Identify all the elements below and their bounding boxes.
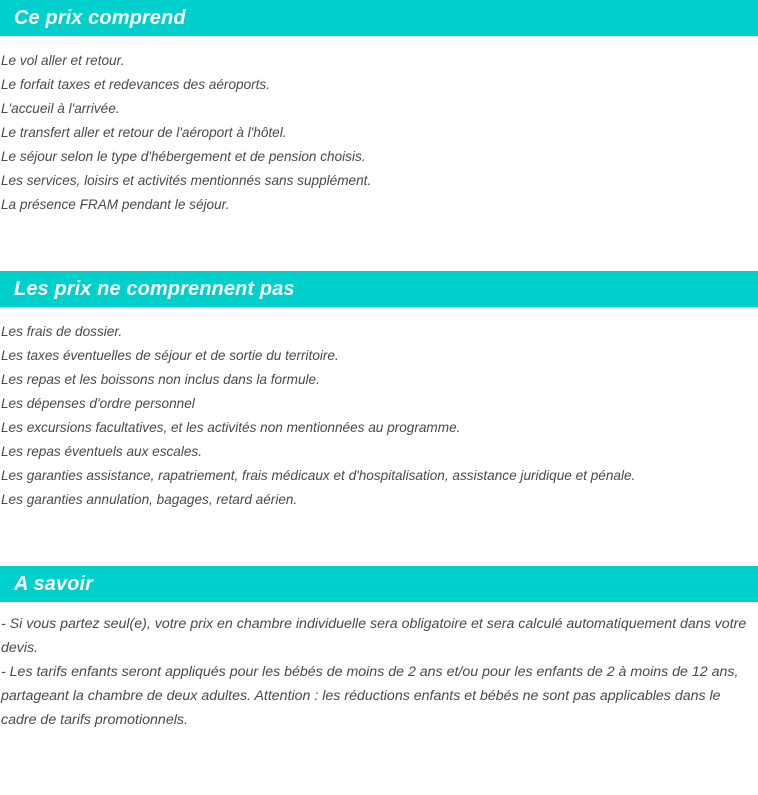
- list-item: Le vol aller et retour.: [1, 53, 125, 68]
- paragraph: - Les tarifs enfants seront appliqués pour les bébés de moins de 2 ans et/ou pour les enfants de 2 à moins de 12 ans, partageant la chambre de deux adultes. Attention : les réductions enfants et bébés ne sont pas applicables dans le cadre de tarifs promotionnels.: [1, 664, 739, 728]
- list-item: Les garanties annulation, bagages, retard aérien.: [1, 492, 298, 507]
- list-item: L'accueil à l'arrivée.: [1, 101, 120, 116]
- section-body-ce-prix-comprend: [0, 36, 758, 217]
- list-item: Le transfert aller et retour de l'aéroport à l'hôtel.: [1, 125, 287, 140]
- section-les-prix-ne-comprennent-pas: [0, 271, 758, 512]
- list-item: Les services, loisirs et activités mentionnés sans supplément.: [1, 173, 372, 188]
- section-body-a-savoir: [0, 602, 758, 732]
- section-header-ce-prix-comprend: [0, 0, 758, 36]
- paragraph: - Si vous partez seul(e), votre prix en chambre individuelle sera obligatoire et sera calculé automatiquement dans votre devis.: [1, 616, 747, 656]
- section-title: Les prix ne comprennent pas: [14, 278, 295, 300]
- section-title: A savoir: [14, 573, 93, 595]
- list-item: Les excursions facultatives, et les activités non mentionnées au programme.: [1, 420, 461, 435]
- list-item: Le forfait taxes et redevances des aéroports.: [1, 77, 271, 92]
- section-ce-prix-comprend: [0, 0, 758, 217]
- section-a-savoir: [0, 566, 758, 732]
- list-item: Les taxes éventuelles de séjour et de sortie du territoire.: [1, 348, 339, 363]
- section-header-les-prix-ne-comprennent-pas: [0, 271, 758, 307]
- section-title: Ce prix comprend: [14, 7, 186, 29]
- list-item: Le séjour selon le type d'hébergement et de pension choisis.: [1, 149, 366, 164]
- section-body-les-prix-ne-comprennent-pas: [0, 307, 758, 512]
- list-item: Les frais de dossier.: [1, 324, 123, 339]
- list-item: Les repas et les boissons non inclus dans la formule.: [1, 372, 320, 387]
- list-item: Les dépenses d'ordre personnel: [1, 396, 195, 411]
- list-item: La présence FRAM pendant le séjour.: [1, 197, 230, 212]
- list-item: Les repas éventuels aux escales.: [1, 444, 203, 459]
- section-header-a-savoir: [0, 566, 758, 602]
- list-item: Les garanties assistance, rapatriement, frais médicaux et d'hospitalisation, assistance juridique et pénale.: [1, 468, 636, 483]
